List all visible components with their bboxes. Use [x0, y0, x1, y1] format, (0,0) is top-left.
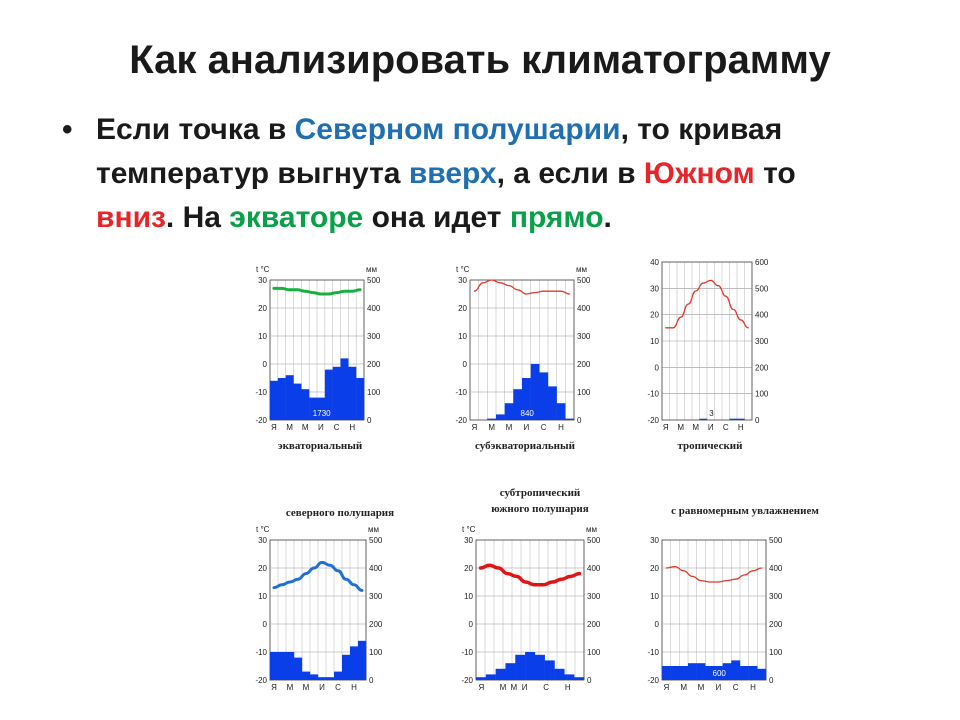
month-label: И [318, 423, 324, 432]
month-label: И [523, 423, 530, 432]
keyword-equator: экваторе [229, 201, 364, 234]
bullet-text-part: . На [165, 201, 230, 234]
temp-tick-label: 30 [458, 276, 467, 285]
mm-unit-label: мм [586, 525, 597, 534]
month-label: С [335, 683, 341, 692]
temp-unit-label: t °C [462, 525, 476, 534]
precipitation-bar [286, 652, 294, 680]
precipitation-bar [505, 663, 515, 680]
temp-tick-label: 30 [258, 276, 267, 285]
bullet-text-part: Если точка в [96, 113, 295, 146]
temp-tick-label: 20 [458, 304, 467, 313]
mm-tick-label: 0 [755, 416, 760, 425]
mm-tick-label: 300 [769, 592, 783, 601]
month-label: И [521, 683, 528, 692]
mm-tick-label: 100 [587, 648, 601, 657]
climatogram-equatorial [252, 262, 388, 434]
precipitation-bar [731, 660, 740, 680]
temp-tick-label: -20 [461, 676, 473, 685]
temp-tick-label: -10 [255, 388, 267, 397]
mm-tick-label: 500 [587, 536, 601, 545]
climatogram-tropical [644, 244, 776, 434]
month-label: С [543, 683, 550, 692]
mm-tick-label: 500 [755, 284, 769, 294]
annual-total-label: 3 [709, 409, 714, 418]
mm-unit-label: мм [366, 265, 377, 274]
month-label: М [286, 423, 293, 432]
precipitation-bar [539, 372, 548, 420]
bullet-text [96, 108, 862, 240]
mm-tick-label: 500 [369, 536, 383, 545]
temp-tick-label: 20 [464, 564, 473, 573]
temp-tick-label: 0 [654, 620, 659, 629]
temp-tick-label: 0 [262, 620, 267, 629]
mm-tick-label: 500 [577, 276, 591, 285]
month-label: М [301, 423, 309, 432]
precipitation-bar [515, 655, 525, 680]
month-label: М [677, 423, 685, 432]
chart-label-uniform-moisture: с равномерным увлажнением [671, 505, 819, 517]
precipitation-bar [278, 652, 286, 680]
temp-tick-label: -10 [461, 648, 473, 657]
chart-label-subequatorial: субэкваториальный [475, 440, 575, 452]
precipitation-bar [574, 677, 584, 680]
temp-tick-label: 10 [258, 592, 267, 601]
mm-tick-label: 0 [587, 676, 592, 685]
bullet-text-part: . [603, 201, 612, 234]
month-label: М [680, 683, 688, 692]
keyword-southern: Южном [643, 157, 755, 190]
month-label: Н [351, 683, 357, 692]
precipitation-bar [310, 674, 318, 680]
mm-tick-label: 600 [755, 258, 769, 267]
precipitation-bar [564, 674, 574, 680]
precipitation-bar [294, 384, 302, 420]
precipitation-bar [286, 375, 294, 420]
precipitation-bar [487, 419, 496, 420]
month-label: М [692, 423, 700, 432]
mm-tick-label: 0 [769, 676, 774, 685]
temp-tick-label: -10 [455, 388, 467, 397]
mm-tick-label: 400 [755, 310, 769, 320]
precipitation-bar [555, 669, 565, 680]
climatogram-subequatorial [452, 262, 598, 434]
precipitation-bar [301, 389, 309, 420]
mm-tick-label: 200 [369, 620, 383, 629]
mm-tick-label: 100 [769, 648, 783, 657]
temp-tick-label: -20 [455, 416, 467, 425]
precipitation-bar [545, 660, 555, 680]
precipitation-bar [565, 419, 574, 420]
precipitation-bar [749, 666, 758, 680]
temp-tick-label: 20 [258, 564, 267, 573]
precipitation-bar [486, 674, 496, 680]
precipitation-bar [737, 419, 745, 420]
temp-tick-label: 0 [468, 620, 473, 629]
bullet-text-part: , а если в [496, 157, 644, 190]
mm-unit-label: мм [368, 525, 379, 534]
month-label: Я [478, 683, 485, 692]
month-label: М [302, 683, 310, 692]
temp-tick-label: -10 [647, 389, 659, 399]
keyword-up: вверх [408, 157, 497, 190]
month-label: М [510, 683, 518, 692]
mm-tick-label: 400 [367, 304, 381, 313]
mm-tick-label: 400 [577, 304, 591, 313]
mm-tick-label: 0 [369, 676, 374, 685]
precipitation-bar [662, 666, 671, 680]
bullet-paragraph [62, 108, 862, 240]
precipitation-bar [341, 358, 349, 420]
month-label: М [488, 423, 496, 432]
mm-tick-label: 200 [577, 360, 591, 369]
precipitation-bar [671, 666, 680, 680]
precipitation-bar [476, 677, 486, 680]
mm-tick-label: 200 [587, 620, 601, 629]
keyword-down: вниз [96, 201, 166, 234]
precipitation-bar [496, 669, 506, 680]
chart-label-subtropical-line1: субтропический [499, 487, 581, 499]
temp-unit-label: t °C [256, 525, 270, 534]
climatogram-northern-hemisphere [252, 522, 390, 694]
month-label: Н [564, 683, 571, 692]
precipitation-bar [278, 378, 286, 420]
month-label: М [286, 683, 294, 692]
chart-label-subtropical-line2: южного полушария [491, 503, 589, 515]
precipitation-bar [334, 672, 342, 680]
temp-tick-label: 30 [650, 284, 659, 294]
mm-tick-label: 0 [367, 416, 372, 425]
precipitation-bar [679, 666, 688, 680]
mm-tick-label: 400 [769, 564, 783, 573]
month-label: М [499, 683, 507, 692]
precipitation-bar [270, 381, 278, 420]
slide-title: Как анализировать климатограмму [129, 38, 831, 82]
precipitation-bar [356, 378, 364, 420]
precipitation-bar [294, 658, 302, 680]
precipitation-bar [525, 652, 535, 680]
precipitation-bar [326, 677, 334, 680]
chart-label-tropical: тропический [677, 440, 743, 452]
temp-tick-label: 0 [262, 360, 267, 369]
precipitation-bar [535, 655, 545, 680]
chart-label-northern-hemisphere: северного полушария [285, 507, 395, 519]
month-label: С [722, 423, 729, 432]
temp-tick-label: 20 [650, 310, 659, 320]
month-label: Я [271, 683, 277, 692]
month-label: Я [662, 423, 669, 432]
precipitation-bar [350, 646, 358, 680]
month-label: И [319, 683, 325, 692]
month-label: М [505, 423, 513, 432]
month-label: Н [558, 423, 564, 432]
month-label: С [732, 683, 739, 692]
temp-tick-label: 10 [650, 337, 659, 346]
temp-tick-label: 20 [650, 564, 659, 573]
annual-total-label: 600 [712, 669, 726, 678]
mm-tick-label: 500 [769, 536, 783, 545]
month-label: Я [271, 423, 277, 432]
precipitation-bar [700, 419, 708, 420]
temp-tick-label: 10 [650, 592, 659, 601]
temp-tick-label: -20 [255, 676, 267, 685]
precipitation-bar [757, 669, 766, 680]
temp-tick-label: 20 [258, 304, 267, 313]
month-label: Н [349, 423, 356, 432]
month-label: И [715, 683, 722, 692]
precipitation-bar [740, 666, 749, 680]
bullet-text-part: , то кривая температур выгнута [96, 113, 783, 190]
precipitation-bar [548, 386, 557, 420]
climatogram-subtropical-southern [458, 522, 608, 694]
bullet-text-part: она идет [363, 201, 510, 234]
temp-tick-label: -20 [647, 416, 659, 425]
month-label: Н [750, 683, 756, 692]
precipitation-bar [302, 672, 310, 680]
precipitation-bar [697, 663, 706, 680]
precipitation-bar [730, 419, 738, 420]
mm-tick-label: 100 [755, 389, 769, 399]
mm-tick-label: 100 [577, 388, 591, 397]
temp-tick-label: 30 [650, 536, 659, 545]
mm-tick-label: 300 [755, 337, 769, 346]
precipitation-bar [270, 652, 278, 680]
temp-tick-label: 10 [464, 592, 473, 601]
temp-tick-label: 0 [654, 363, 659, 373]
temp-tick-label: 10 [458, 332, 467, 341]
mm-tick-label: 400 [369, 564, 383, 573]
precipitation-bar [688, 663, 697, 680]
precipitation-bar [348, 367, 356, 420]
temp-tick-label: 0 [462, 360, 467, 369]
precipitation-bar [557, 403, 566, 420]
mm-unit-label: мм [576, 265, 587, 274]
month-label: М [697, 683, 705, 692]
temp-unit-label: t °C [456, 265, 470, 274]
month-label: Я [471, 423, 478, 432]
mm-tick-label: 300 [369, 592, 383, 601]
month-label: Я [663, 683, 670, 692]
keyword-northern-hemisphere: Северном полушарии [294, 113, 621, 146]
bullet-text-part: то [754, 157, 796, 190]
precipitation-bar [342, 655, 350, 680]
temp-tick-label: -10 [647, 648, 659, 657]
precipitation-bar [333, 367, 341, 420]
month-label: С [540, 423, 547, 432]
mm-tick-label: 200 [755, 363, 769, 373]
annual-total-label: 1730 [312, 409, 331, 418]
mm-tick-label: 200 [367, 360, 381, 369]
bullet-marker: • [62, 113, 73, 146]
mm-tick-label: 300 [367, 332, 381, 341]
temp-tick-label: -20 [255, 416, 267, 425]
precipitation-bar [505, 403, 514, 420]
annual-total-label: 840 [520, 409, 534, 418]
climatogram-uniform-moisture [644, 522, 790, 694]
month-label: Н [737, 423, 744, 432]
precipitation-bar [318, 677, 326, 680]
keyword-straight: прямо [509, 201, 604, 234]
temp-unit-label: t °C [256, 265, 270, 274]
mm-tick-label: 200 [769, 620, 783, 629]
mm-tick-label: 400 [587, 564, 601, 573]
precipitation-bar [358, 641, 366, 680]
temp-tick-label: 30 [464, 536, 473, 545]
month-label: И [707, 423, 714, 432]
temp-tick-label: -20 [647, 676, 659, 685]
mm-tick-label: 300 [577, 332, 591, 341]
mm-tick-label: 100 [369, 648, 383, 657]
temp-tick-label: -10 [255, 648, 267, 657]
mm-tick-label: 300 [587, 592, 601, 601]
temp-tick-label: 40 [650, 258, 659, 267]
chart-label-equatorial: экваториальный [277, 440, 363, 452]
precipitation-bar [496, 414, 505, 420]
mm-tick-label: 500 [367, 276, 381, 285]
temp-tick-label: 10 [258, 332, 267, 341]
mm-tick-label: 100 [367, 388, 381, 397]
mm-tick-label: 0 [577, 416, 582, 425]
temp-tick-label: 30 [258, 536, 267, 545]
month-label: С [333, 423, 340, 432]
